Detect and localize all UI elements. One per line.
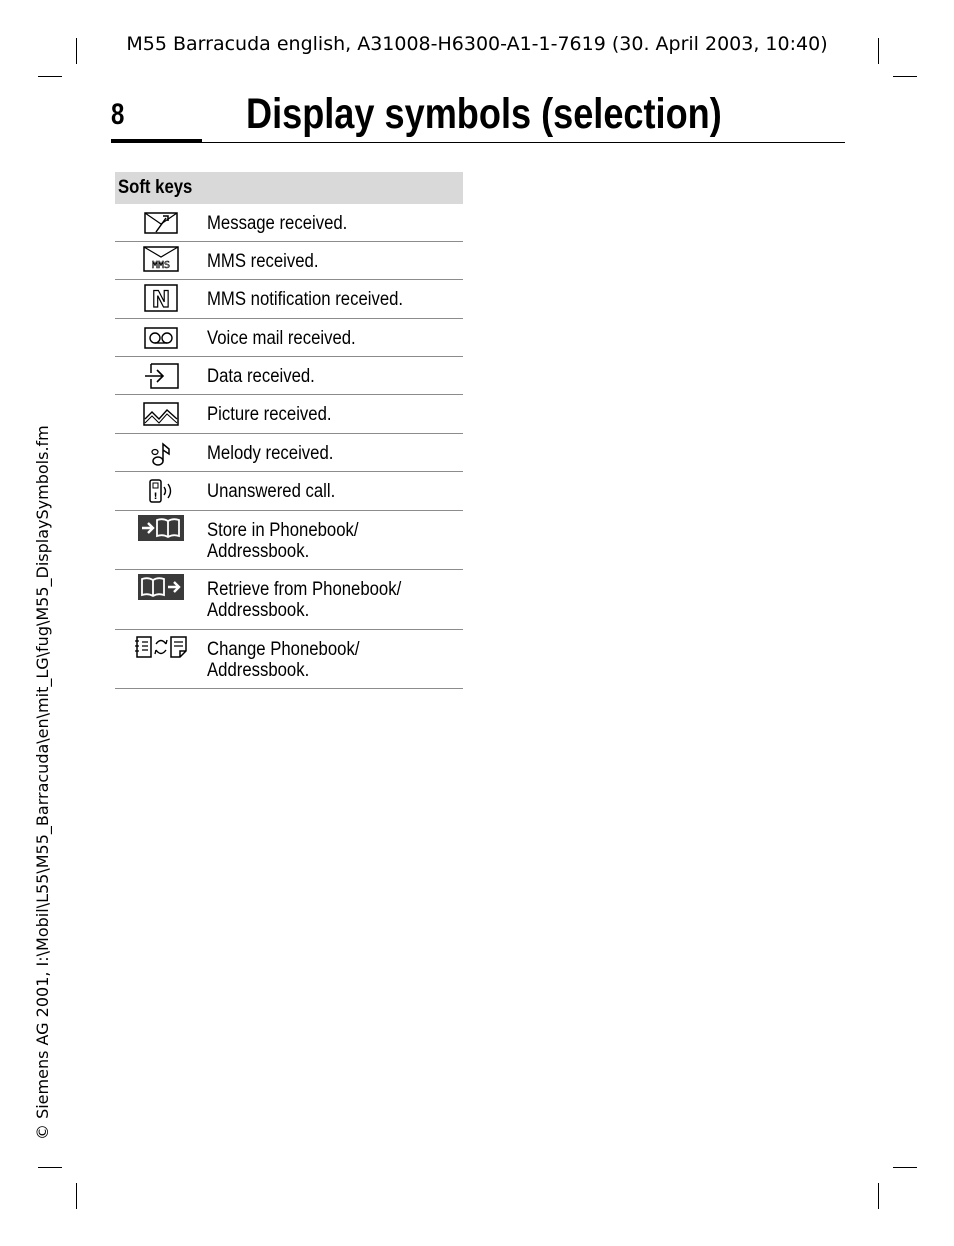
row-label-continued: Addressbook. bbox=[207, 541, 310, 562]
symbol-table bbox=[115, 172, 463, 689]
crop-mark bbox=[878, 1183, 879, 1209]
table-row bbox=[115, 242, 463, 280]
table-row bbox=[115, 204, 463, 242]
page-number: 8 bbox=[111, 98, 125, 131]
crop-mark bbox=[38, 76, 62, 77]
table-row bbox=[115, 319, 463, 357]
row-label: Picture received. bbox=[207, 404, 332, 425]
sidebar-file-path: © Siemens AG 2001, I:\Mobil\L55\M55_Barracuda\en\mit_LG\fug\M55_DisplaySymbols.fm bbox=[33, 425, 52, 1140]
page-title: Display symbols (selection) bbox=[246, 90, 722, 138]
retrieve-phonebook-icon bbox=[115, 570, 207, 629]
row-label: Message received. bbox=[207, 213, 348, 234]
mms-notification-icon bbox=[115, 280, 207, 318]
picture-icon bbox=[115, 395, 207, 433]
table-row bbox=[115, 357, 463, 395]
row-label: MMS received. bbox=[207, 251, 319, 272]
voicemail-icon bbox=[115, 319, 207, 356]
crop-mark bbox=[76, 1183, 77, 1209]
table-row bbox=[115, 434, 463, 472]
row-label: Melody received. bbox=[207, 443, 334, 464]
row-label-continued: Addressbook. bbox=[207, 600, 310, 621]
table-heading: Soft keys bbox=[115, 172, 463, 204]
row-label-continued: Addressbook. bbox=[207, 660, 310, 681]
row-label: Store in Phonebook/ bbox=[207, 520, 359, 541]
row-label: Data received. bbox=[207, 366, 315, 387]
row-label: Change Phonebook/ bbox=[207, 639, 360, 660]
row-label: MMS notification received. bbox=[207, 289, 404, 310]
svg-text:N: N bbox=[151, 288, 171, 312]
data-received-icon bbox=[115, 357, 207, 394]
table-row bbox=[115, 570, 463, 630]
unanswered-call-icon bbox=[115, 472, 207, 510]
crop-mark bbox=[893, 76, 917, 77]
change-phonebook-icon bbox=[115, 630, 207, 688]
message-envelope-icon bbox=[115, 204, 207, 241]
table-row bbox=[115, 280, 463, 319]
store-phonebook-icon bbox=[115, 511, 207, 569]
row-label: Retrieve from Phonebook/ bbox=[207, 579, 402, 600]
document-header: M55 Barracuda english, A31008-H6300-A1-1-7619 (30. April 2003, 10:40) bbox=[126, 33, 828, 55]
row-label: Voice mail received. bbox=[207, 328, 356, 349]
svg-text:!: ! bbox=[153, 492, 158, 502]
row-label: Unanswered call. bbox=[207, 481, 336, 502]
table-row bbox=[115, 472, 463, 511]
mms-envelope-icon bbox=[115, 242, 207, 279]
table-row bbox=[115, 395, 463, 434]
crop-mark bbox=[38, 1167, 62, 1168]
table-row bbox=[115, 630, 463, 689]
table-row bbox=[115, 511, 463, 570]
melody-note-icon bbox=[115, 434, 207, 471]
crop-mark bbox=[893, 1167, 917, 1168]
title-rule bbox=[111, 142, 845, 143]
svg-text:MMS: MMS bbox=[151, 260, 171, 271]
